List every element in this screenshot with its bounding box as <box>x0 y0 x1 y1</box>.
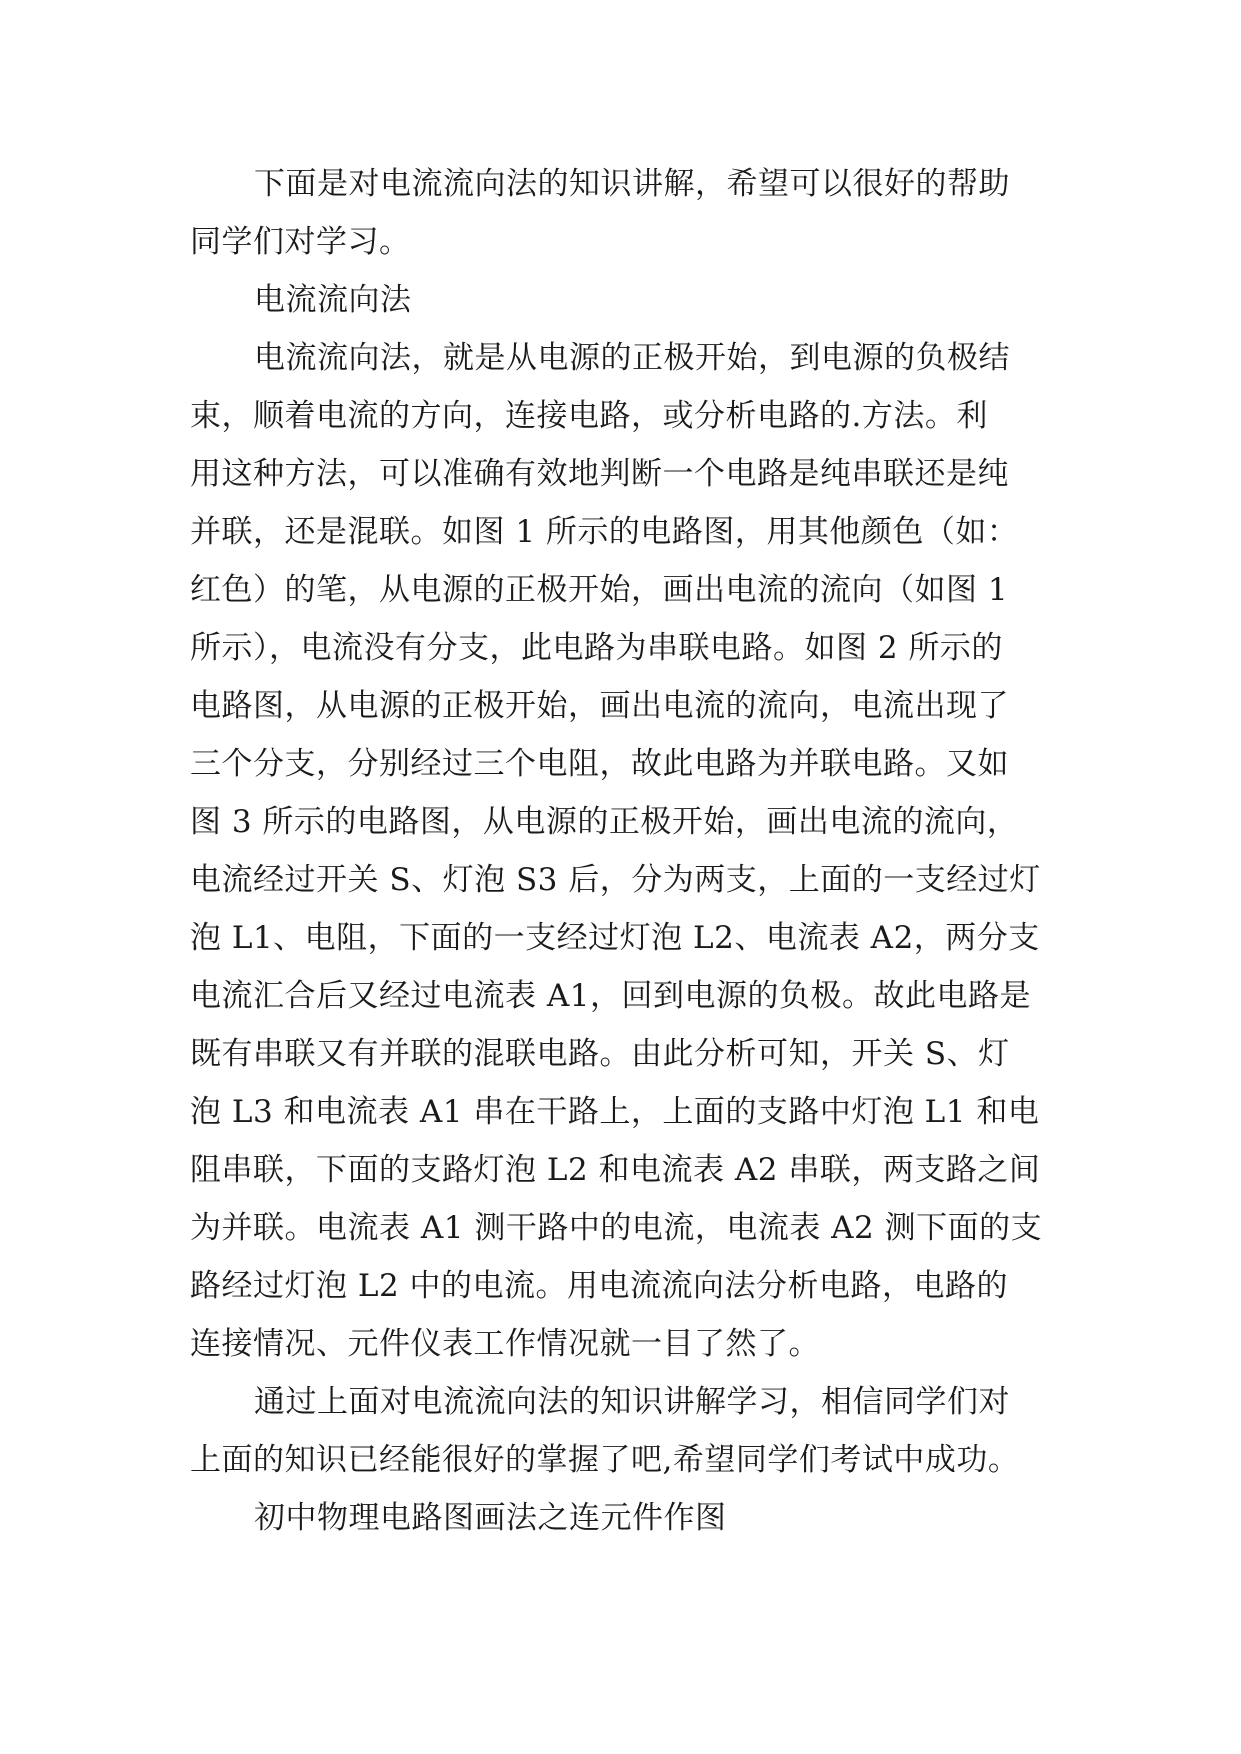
paragraph-main-line-2: 束，顺着电流的方向，连接电路，或分析电路的.方法。利 <box>190 398 988 434</box>
paragraph-main-line-18: 连接情况、元件仪表工作情况就一目了然了。 <box>190 1326 820 1362</box>
paragraph-main-line-17: 路经过灯泡 L2 中的电流。用电流流向法分析电路，电路的 <box>190 1268 1009 1304</box>
paragraph-intro-line-1: 下面是对电流流向法的知识讲解，希望可以很好的帮助 <box>254 166 1010 202</box>
paragraph-main-line-14: 泡 L3 和电流表 A1 串在干路上，上面的支路中灯泡 L1 和电 <box>190 1094 1040 1130</box>
paragraph-main-line-9: 图 3 所示的电路图，从电源的正极开始，画出电流的流向， <box>190 804 1019 840</box>
paragraph-main-line-1: 电流流向法，就是从电源的正极开始，到电源的负极结 <box>254 340 1010 376</box>
paragraph-main-line-8: 三个分支，分别经过三个电阻，故此电路为并联电路。又如 <box>190 746 1009 782</box>
paragraph-main-line-13: 既有串联又有并联的混联电路。由此分析可知，开关 S、灯 <box>190 1036 1010 1072</box>
paragraph-main-line-11: 泡 L1、电阻，下面的一支经过灯泡 L2、电流表 A2，两分支 <box>190 920 1040 956</box>
paragraph-main-line-3: 用这种方法，可以准确有效地判断一个电路是纯串联还是纯 <box>190 456 1009 492</box>
paragraph-closing-line-1: 通过上面对电流流向法的知识讲解学习，相信同学们对 <box>254 1384 1010 1420</box>
paragraph-closing-line-2: 上面的知识已经能很好的掌握了吧,希望同学们考试中成功。 <box>190 1442 1020 1478</box>
paragraph-main-line-4: 并联，还是混联。如图 1 所示的电路图，用其他颜色（如： <box>190 514 1019 550</box>
section-heading: 电流流向法 <box>254 282 412 318</box>
paragraph-main-line-12: 电流汇合后又经过电流表 A1，回到电源的负极。故此电路是 <box>190 978 1031 1014</box>
next-section-heading: 初中物理电路图画法之连元件作图 <box>254 1500 727 1536</box>
paragraph-main-line-10: 电流经过开关 S、灯泡 S3 后，分为两支，上面的一支经过灯 <box>190 862 1041 898</box>
paragraph-main-line-15: 阻串联，下面的支路灯泡 L2 和电流表 A2 串联，两支路之间 <box>190 1152 1041 1188</box>
paragraph-main-line-5: 红色）的笔，从电源的正极开始，画出电流的流向（如图 1 <box>190 572 1009 608</box>
paragraph-main-line-6: 所示），电流没有分支，此电路为串联电路。如图 2 所示的 <box>190 630 1003 666</box>
paragraph-main-line-7: 电路图，从电源的正极开始，画出电流的流向，电流出现了 <box>190 688 1009 724</box>
paragraph-intro-line-2: 同学们对学习。 <box>190 224 411 260</box>
paragraph-main-line-16: 为并联。电流表 A1 测干路中的电流，电流表 A2 测下面的支 <box>190 1210 1043 1246</box>
